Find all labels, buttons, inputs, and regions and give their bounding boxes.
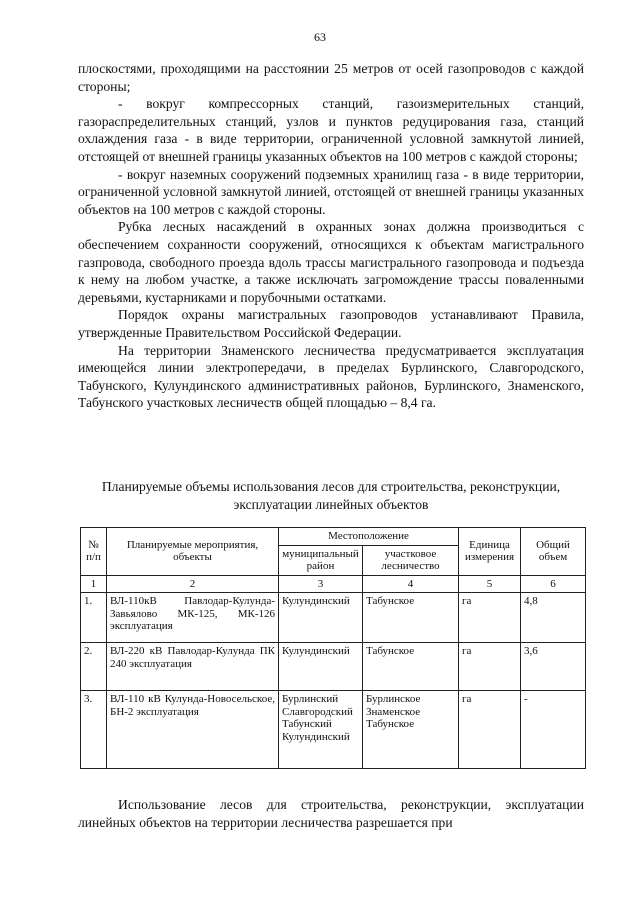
- header-forestry: участковое лесничество: [363, 545, 459, 575]
- header-location: Местоположение: [279, 528, 459, 546]
- header-municipal: муниципальный район: [279, 545, 363, 575]
- paragraph: - вокруг наземных сооружений подземных хранилищ газа - в виде территории, ограниченной условной замкнутой линией, отстоящей от внешней границы указанных объектов на 100 метров с каждой стороны.: [78, 166, 584, 217]
- row-municipal: Кулундинский: [279, 593, 363, 643]
- table-row: [81, 691, 586, 769]
- header-activity: Планируемые мероприятия, объекты: [107, 528, 279, 576]
- paragraph: плоскостями, проходящими на расстоянии 25 метров от осей газопроводов с каждой стороны;: [78, 61, 584, 94]
- paragraph: Использование лесов для строительства, реконструкции, эксплуатации линейных объектов на территории лесничества разрешается при: [78, 797, 584, 830]
- row-unit: га: [459, 691, 521, 769]
- col-number: 3: [279, 575, 363, 593]
- row-num: 1.: [81, 593, 107, 643]
- body-text: [78, 60, 584, 412]
- table-row: [81, 643, 586, 691]
- paragraph: Порядок охраны магистральных газопроводов устанавливают Правила, утвержденные Правительством Российской Федерации.: [78, 307, 584, 340]
- column-number-row: [81, 575, 586, 593]
- row-total: 4,8: [521, 593, 586, 643]
- linear-objects-table: [80, 527, 586, 769]
- col-number: 5: [459, 575, 521, 593]
- row-activity: ВЛ-220 кВ Павлодар-Кулунда ПК 240 эксплуатация: [107, 643, 279, 691]
- col-number: 2: [107, 575, 279, 593]
- table-caption: Планируемые объемы использования лесов для строительства, реконструкции, эксплуатации линейных объектов: [101, 479, 561, 512]
- table-row: [81, 593, 586, 643]
- header-unit: Единица измерения: [459, 528, 521, 576]
- row-num: 3.: [81, 691, 107, 769]
- row-total: 3,6: [521, 643, 586, 691]
- table-header-row: [81, 528, 586, 546]
- row-municipal: Бурлинский Славгородский Табунский Кулундинский: [279, 691, 363, 769]
- row-forestry: Табунское: [363, 593, 459, 643]
- row-forestry: Табунское: [363, 643, 459, 691]
- row-activity: ВЛ-110 кВ Кулунда-Новосельское, БН-2 эксплуатация: [107, 691, 279, 769]
- row-total: -: [521, 691, 586, 769]
- header-total: Общий объем: [521, 528, 586, 576]
- header-num: № п/п: [81, 528, 107, 576]
- page-number: 63: [314, 30, 326, 44]
- col-number: 4: [363, 575, 459, 593]
- row-activity: ВЛ-110кВ Павлодар-Кулунда-Завьялово МК-125, МК-126 эксплуатация: [107, 593, 279, 643]
- paragraph: Рубка лесных насаждений в охранных зонах должна производиться с обеспечением сохранности сооружений, относящихся к объектам магистрального газпровода, свободного проезда вдоль трассы магистрального газопровода и подъезда к нему на любом участке, а также исключать загромождение трассы поваленными деревьями, кустарниками и порубочными остатками.: [78, 219, 584, 305]
- col-number: 1: [81, 575, 107, 593]
- row-num: 2.: [81, 643, 107, 691]
- row-unit: га: [459, 593, 521, 643]
- col-number: 6: [521, 575, 586, 593]
- row-municipal: Кулундинский: [279, 643, 363, 691]
- row-unit: га: [459, 643, 521, 691]
- paragraph: На территории Знаменского лесничества предусматривается эксплуатация имеющейся линии электропередачи, в пределах Бурлинского, Славгородского, Табунского, Кулундинского административных районов, Бурлинского, Знаменского, Табунского участковых лесничеств общей площадью – 8,4 га.: [78, 342, 584, 411]
- row-forestry: Бурлинское Знаменское Табунское: [363, 691, 459, 769]
- closing-text: [78, 796, 584, 832]
- paragraph: - вокруг компрессорных станций, газоизмерительных станций, газораспределительных станций, узлов и пунктов редуцирования газа, станций охлаждения газа - в виде территории, ограниченной условной замкнутой линией, отстоящей от внешней границы указанных объектов на 100 метров с каждой стороны;: [78, 96, 584, 164]
